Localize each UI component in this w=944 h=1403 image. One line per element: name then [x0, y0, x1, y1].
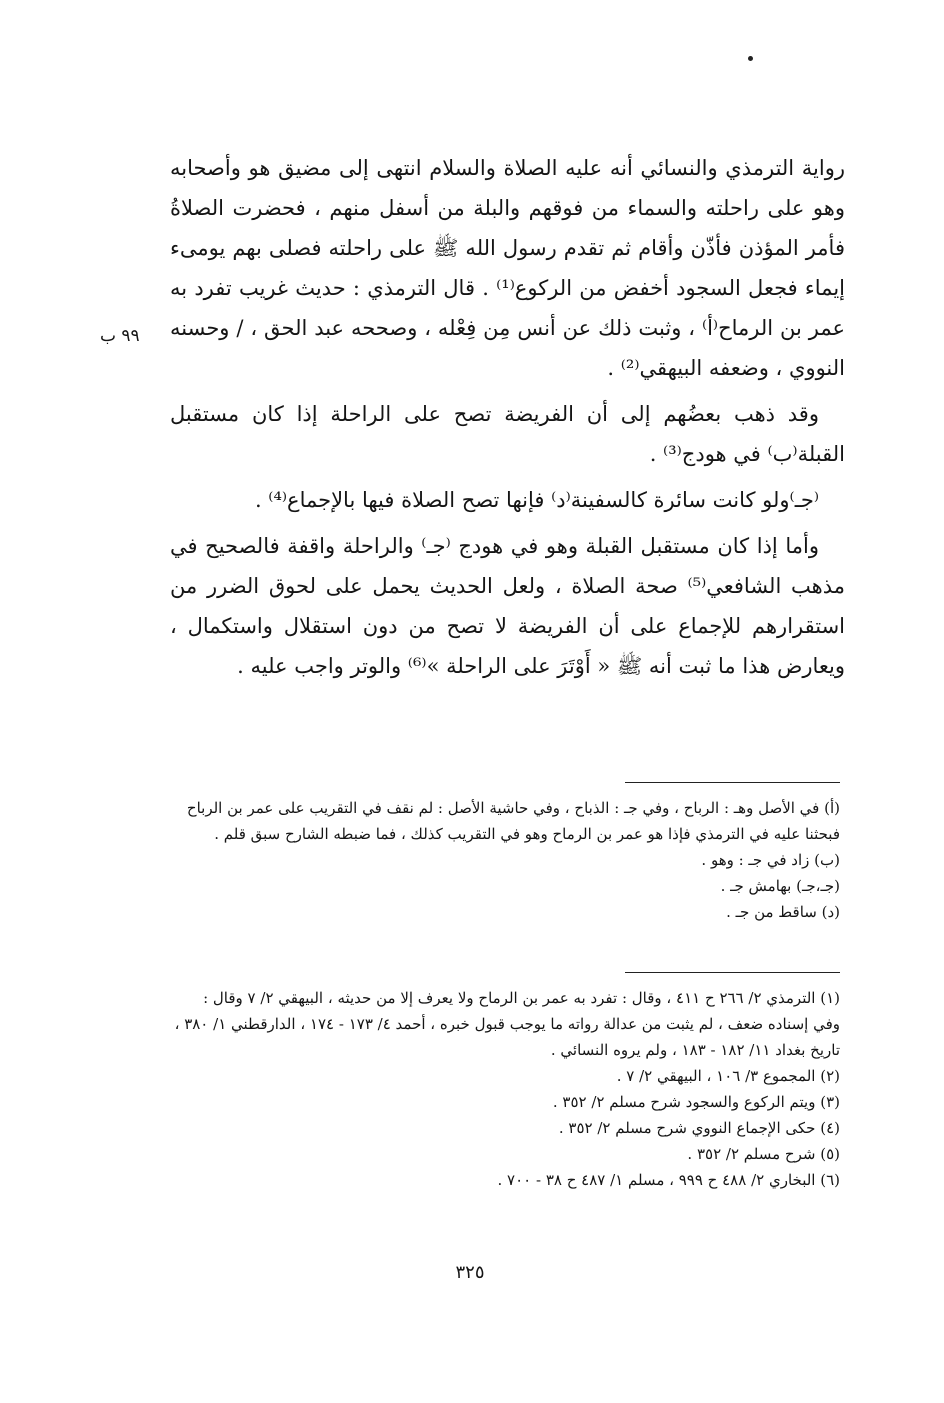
reference-note: (٦) البخاري ٢/ ٤٨٨ ح ٩٩٩ ، مسلم ١/ ٤٨٧ ح ٣٨ - ٧٠٠ .: [497, 1171, 840, 1189]
footnote-divider-variants: [625, 782, 840, 783]
main-body-text: [170, 148, 845, 686]
body-paragraph-2: وقد ذهب بعضُهم إلى أن الفريضة تصح على الراحلة إذا كان مستقبل القبلة⁽ب⁾ في هودج⁽³⁾ .: [170, 402, 845, 466]
reference-note: (٤) حكى الإجماع النووي شرح مسلم ٢/ ٣٥٢ .: [558, 1119, 840, 1137]
reference-notes: [172, 985, 840, 1193]
variant-note: (أ) في الأصل وهـ : الرباح ، وفي جـ : الذباح ، وفي حاشية الأصل : لم نقف في التقريب على عمر بن الرباح فبحثنا عليه في الترمذي فإذا هو عمر بن الرماح وهو في التقريب كذلك ، فما ضبطه الشارح سبق قلم .: [186, 799, 840, 843]
variant-note: (جـ،جـ) بهامش جـ .: [720, 877, 840, 895]
variant-note: (د) ساقط من جـ .: [726, 903, 840, 921]
manuscript-folio-marker: ٩٩ ب: [100, 326, 140, 346]
body-paragraph-1: رواية الترمذي والنسائي أنه عليه الصلاة والسلام انتهى إلى مضيق هو وأصحابه وهو على راحلته والسماء من فوقهم والبلة من أسفل منهم ، فحضرت الصلاةُ فأمر المؤذن فأذّن وأقام ثم تقدم رسول الله ﷺ على راحلته فصلى بهم يومىء إيماء فجعل السجود أخفض من الركوع⁽¹⁾ . قال الترمذي : حديث غريب تفرد به عمر بن الرماح⁽أ⁾ ، وثبت ذلك عن أنس مِن فِعْله ، وصححه عبد الحق ، / وحسنه النووي ، وضعفه البيهقي⁽²⁾ .: [170, 156, 845, 380]
footnote-divider-references: [625, 972, 840, 973]
reference-note: (٣) ويتم الركوع والسجود شرح مسلم ٢/ ٣٥٢ .: [552, 1093, 840, 1111]
reference-note: (١) الترمذي ٢/ ٢٦٦ ح ٤١١ ، وقال : تفرد به عمر بن الرماح ولا يعرف إلا من حديثه ، البيهقي ٢/ ٧ وقال : وفي إسناده ضعف ، لم يثبت من عدالة رواته ما يوجب قبول خبره ، أحمد ٤/ ١٧٣ - ١٧٤ ، الدارقطني ١/ ٣٨٠ ، تاريخ بغداد ١١/ ١٨٢ - ١٨٣ ، ولم يروه النسائي .: [174, 989, 840, 1059]
body-paragraph-3: ⁽جـ⁾ولو كانت سائرة كالسفينة⁽د⁾ فإنها تصح الصلاة فيها بالإجماع⁽⁴⁾ .: [254, 488, 819, 512]
reference-note: (٢) المجموع ٣/ ١٠٦ ، البيهقي ٢/ ٧ .: [616, 1067, 840, 1085]
variant-notes: [172, 795, 840, 925]
body-paragraph-4: وأما إذا كان مستقبل القبلة وهو في هودج ⁽جـ⁾ والراحلة واقفة فالصحيح في مذهب الشافعي⁽⁵⁾ صحة الصلاة ، ولعل الحديث يحمل على لحوق الضرر من استقرارهم للإجماع على أن الفريضة لا تصح من دون استقلال واستكمال ، ويعارض هذا ما ثبت أنه ﷺ « أَوْتَرَ على الراحلة »⁽⁶⁾ والوتر واجب عليه .: [170, 534, 845, 678]
page-number: ٣٢٥: [455, 1262, 485, 1283]
variant-note: (ب) زاد في جـ : وهو .: [701, 851, 840, 869]
top-dot-mark: [748, 56, 753, 61]
reference-note: (٥) شرح مسلم ٢/ ٣٥٢ .: [687, 1145, 840, 1163]
